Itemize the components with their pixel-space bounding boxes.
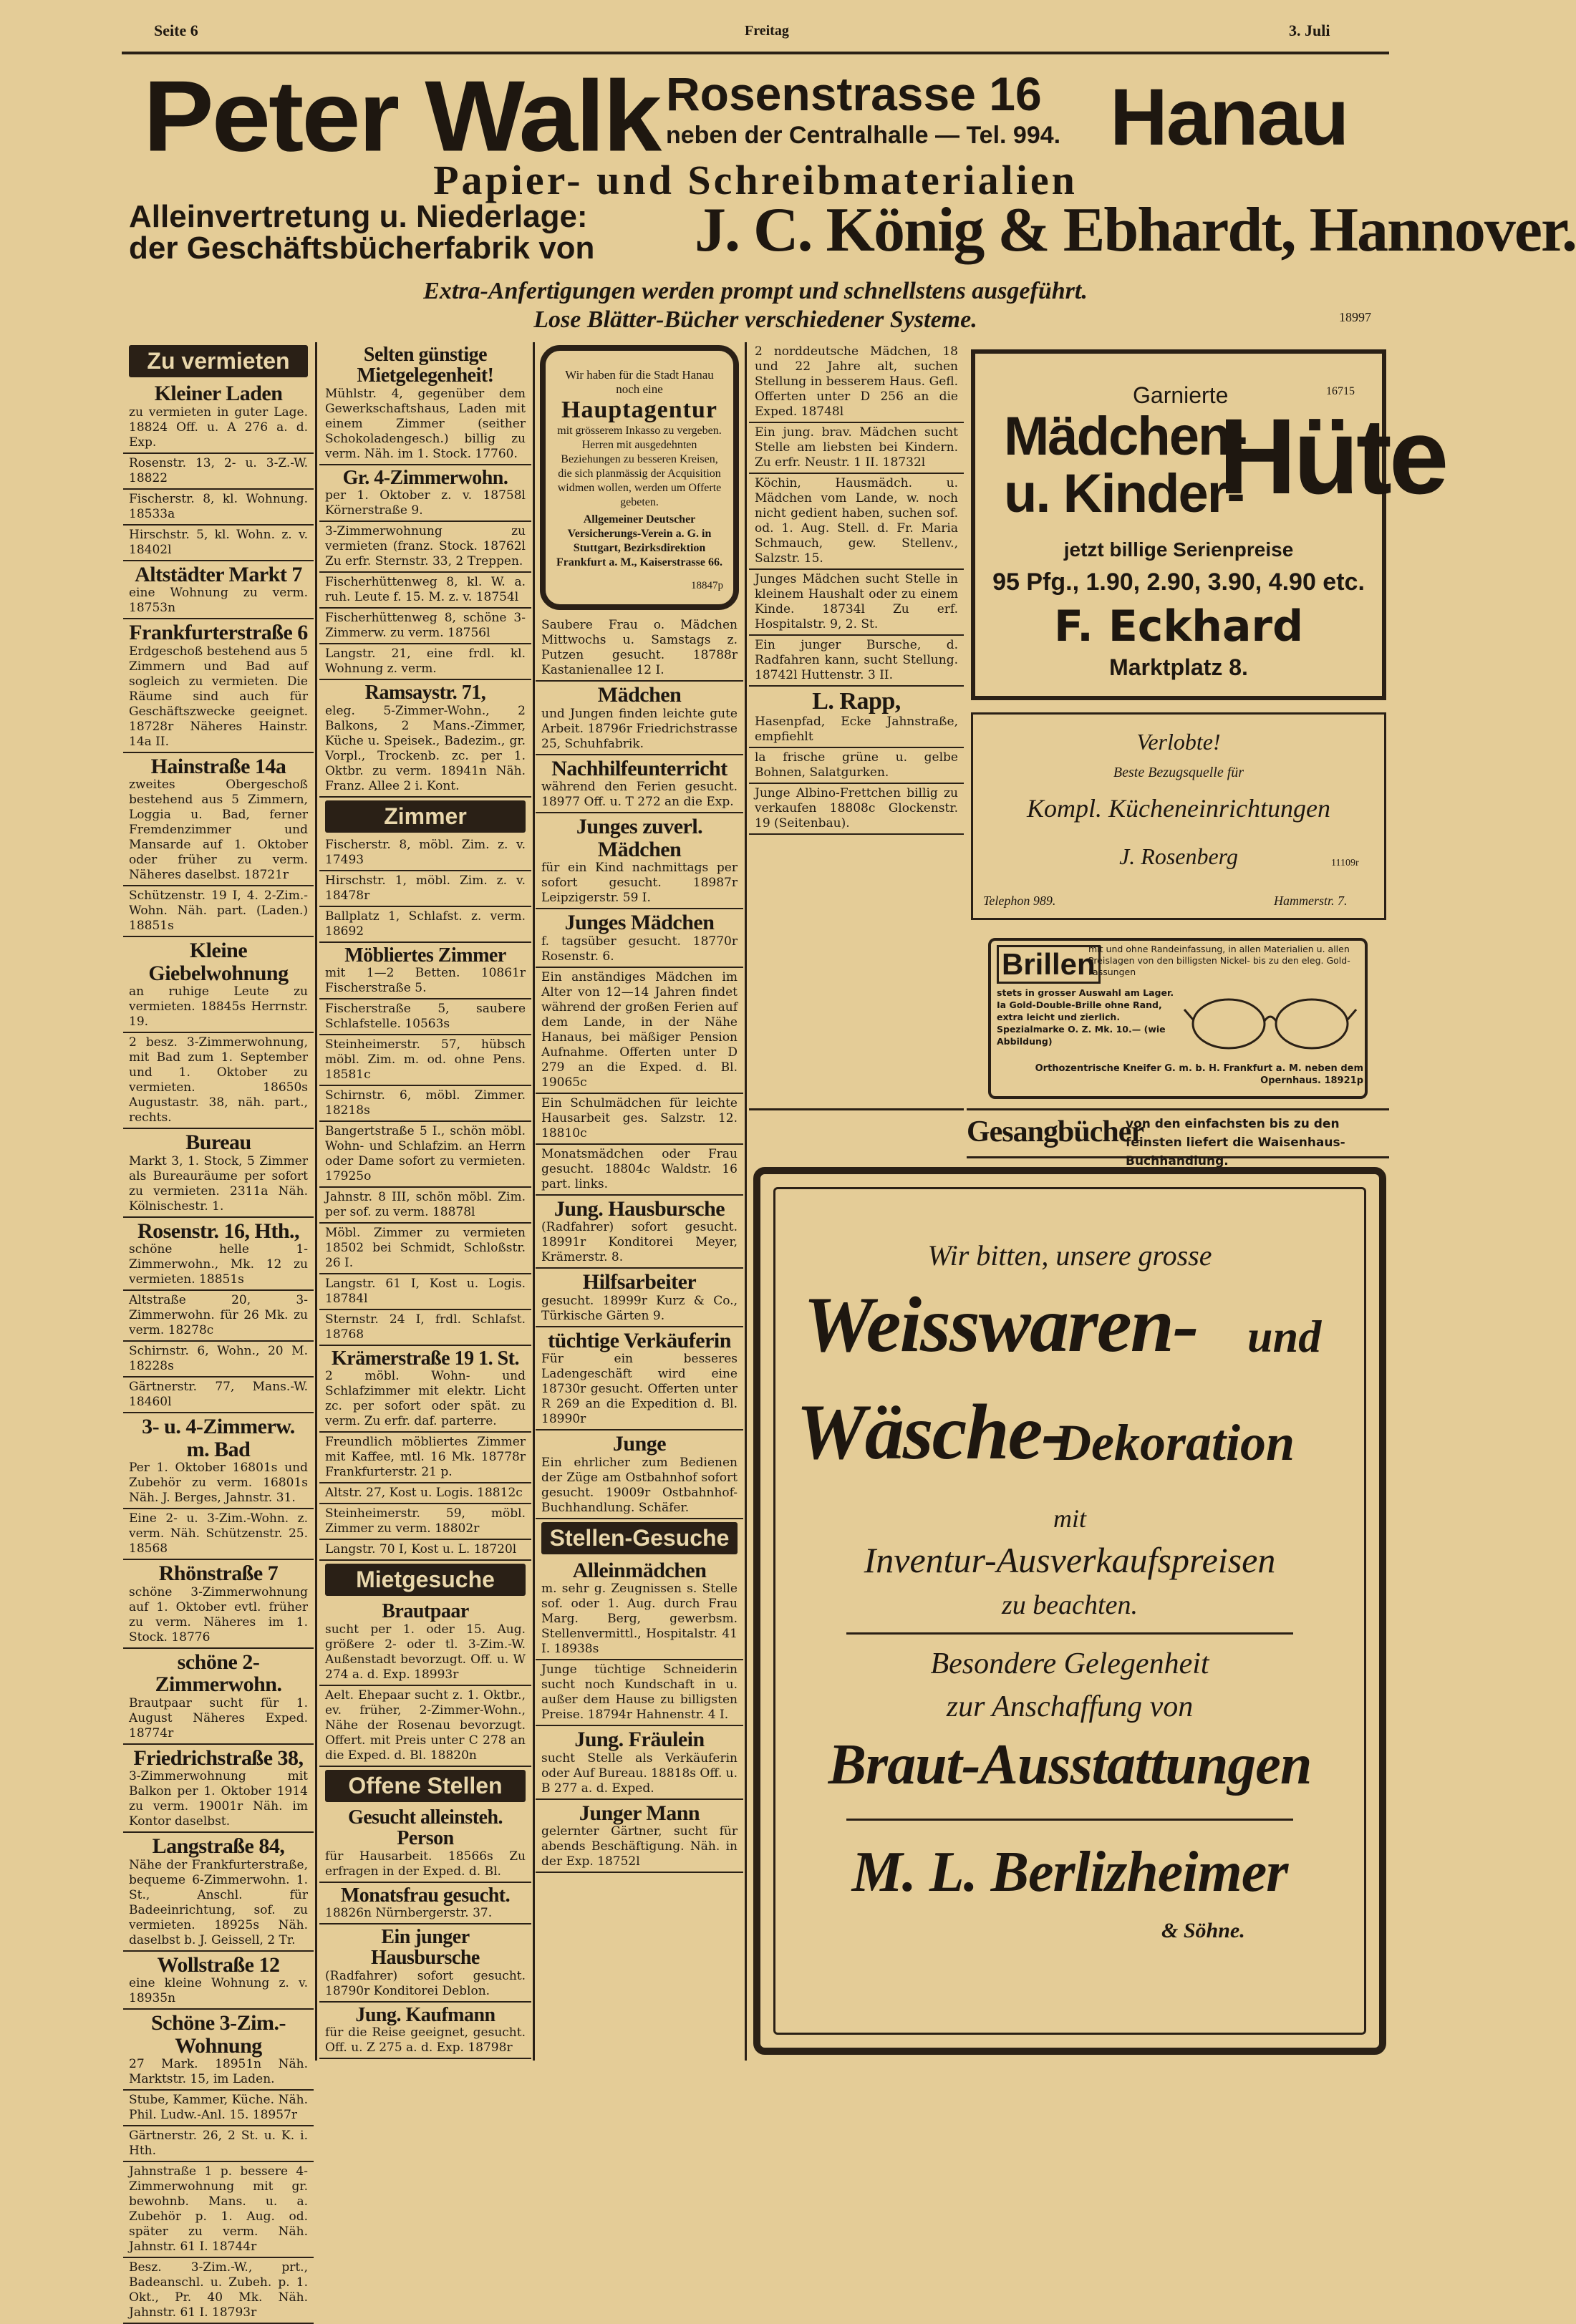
classified-ad <box>123 1413 314 1509</box>
ad-text: Rosenstr. 13, 2- u. 3-Z.-W. 18822 <box>129 455 308 485</box>
ad-text: Sternstr. 24 I, frdl. Schlafst. 18768 <box>325 1312 526 1342</box>
ad-headline: Schöne 3-Zim.-Wohnung <box>151 2011 286 2058</box>
classified-ad <box>123 1129 314 1218</box>
hymnbook-title: Gesangbücher <box>967 1115 1144 1148</box>
ad-headline: Gr. 4-Zimmerwohn. <box>342 466 508 489</box>
ad-text: sucht Stelle als Verkäuferin oder Auf Bureau. 18818s Off. u. B 277 a. d. Exped. <box>541 1751 738 1796</box>
banner-street: Rosenstrasse 16 <box>666 67 1042 120</box>
classified-ad <box>123 2010 314 2091</box>
ad-text: m. sehr g. Zeugnissen s. Stelle sof. oder 1. Aug. durch Frau Marg. Berg, gewerbsm. Stellenvermittl., Hospitalstr. 41 I. 18938s <box>541 1582 738 1656</box>
ad-text: 2 möbl. Wohn- und Schlafzimmer mit elektr. Licht zc. per sofort oder spät. zu verm. Zu erfr. daf. parterre. <box>325 1369 526 1429</box>
classified-ad <box>749 636 964 687</box>
classified-ad <box>123 619 314 753</box>
ad-text: Möbl. Zimmer zu vermieten 18502 bei Schmidt, Schloßstr. 26 I. <box>325 1225 526 1270</box>
ad-headline: Hilfsarbeiter <box>582 1270 697 1294</box>
classified-ad <box>319 871 531 907</box>
ad-text: Steinheimerstr. 57, hübsch möbl. Zim. m. od. ohne Pens. 18581c <box>325 1037 526 1082</box>
textile-sons: & Söhne. <box>1161 1919 1245 1942</box>
ad-text: eine kleine Wohnung z. v. 18935n <box>129 1976 308 2005</box>
section-header: Zimmer <box>325 800 526 833</box>
ad-text: Fischerhüttenweg 8, schöne 3-Zimmerw. zu verm. 18756l <box>325 611 526 641</box>
classified-ad <box>749 474 964 570</box>
classified-ad <box>536 1145 743 1196</box>
classified-ad <box>536 909 743 968</box>
ad-text: 2 norddeutsche Mädchen, 18 und 22 Jahre alt, suchen Stellung in besserem Haus. Gefl. Offerten unter D 256 an die Exped. 18748l <box>755 344 958 419</box>
ad-text: Bangertstraße 5 I., schön möbl. Wohn- und Schlafzim. an Herrn oder Dame sofort zu vermieten. 17925o <box>325 1123 526 1183</box>
column-1 <box>123 342 314 2320</box>
classified-ad <box>749 784 964 835</box>
classified-ad <box>319 1686 531 1767</box>
section-header: Stellen-Gesuche <box>541 1522 738 1554</box>
ad-text: Fischerstr. 8, möbl. Zim. z. v. 17493 <box>325 837 526 867</box>
textile-occ1: Besondere Gelegenheit <box>930 1647 1209 1680</box>
ad-text: Steinheimerstr. 59, möbl. Zimmer zu verm. 18802r <box>325 1506 526 1536</box>
hats-big2: u. Kinder- <box>1004 463 1244 524</box>
banner-line5: Lose Blätter-Bücher verschiedener Systeme. <box>533 306 977 333</box>
hymnbook-text: von den einfachsten bis zu den feinsten liefert die Waisenhaus-Buchhandlung. <box>1126 1117 1345 1168</box>
hats-addr: Marktplatz 8. <box>1109 654 1248 680</box>
classified-ad <box>536 1800 743 1874</box>
section-header-zu-vermieten: Zu vermieten <box>129 345 308 377</box>
ad-text: und Jungen finden leichte gute Arbeit. 18796r Friedrichstrasse 25, Schuhfabrik. <box>541 706 738 751</box>
section-header: Offene Stellen <box>325 1770 526 1802</box>
classified-ad <box>536 1269 743 1327</box>
classified-ad <box>536 1196 743 1269</box>
ad-text: eleg. 5-Zimmer-Wohn., 2 Balkons, 2 Mans.-Zimmer, Küche u. Speisek., Badezim., gr. Vorpl., Trockenb. zc. per 1. Oktbr. zu verm. 18941n Näh. Franz. Allee 2 i. Kont. <box>325 703 526 793</box>
ad-text: Junge tüchtige Schneiderin sucht noch Kundschaft in u. außer dem Hause zu billigsten Preise. 18794r Hahnenstr. 4 I. <box>541 1662 738 1722</box>
classified-ad <box>123 490 314 526</box>
classified-ad <box>123 1033 314 1129</box>
ad-text: Gärtnerstr. 77, Mans.-W. 18460l <box>129 1380 308 1409</box>
ad-text: Stube, Kammer, Küche. Näh. Phil. Ludw.-Anl. 15. 18957r <box>129 2093 308 2122</box>
ad-text: während den Ferien gesucht. 18977 Off. u. T 272 an die Exp. <box>541 780 738 809</box>
ad-text: Altstraße 20, 3-Zimmerwohn. für 26 Mk. zu verm. 18278c <box>129 1293 308 1337</box>
banner-sub: neben der Centralhalle — Tel. 994. <box>666 122 1061 149</box>
textile-occ2: zur Anschaffung von <box>946 1690 1194 1723</box>
ad-text: gelernter Gärtner, sucht für abends Beschäftigung. Näh. in der Exp. 18752l <box>541 1824 738 1869</box>
ad-text: 18826n Nürnbergerstr. 37. <box>325 1905 493 1920</box>
classified-ad <box>319 644 531 680</box>
col2-ad-list <box>319 342 531 2059</box>
classified-ad <box>123 1378 314 1413</box>
ad-text: Per 1. Oktober 16801s und Zubehör zu verm. 16801s Näh. J. Berges, Jahnstr. 31. <box>129 1461 308 1505</box>
ad-headline: Junge <box>612 1432 667 1456</box>
ad-headline: Krämerstraße 19 1. St. <box>332 1347 519 1370</box>
textile-intro: Wir bitten, unsere grosse <box>927 1239 1212 1272</box>
ad-text: Langstr. 61 I, Kost u. Logis. 18784l <box>325 1276 526 1306</box>
column-3 <box>536 342 743 2075</box>
ad-text: (Radfahrer) sofort gesucht. 18991r Konditorei Meyer, Krämerstr. 8. <box>541 1220 738 1264</box>
ad-text: mit 1—2 Betten. 10861r Fischerstraße 5. <box>325 965 526 995</box>
classified-ad <box>536 1430 743 1519</box>
glasses-ad <box>988 938 1368 1099</box>
ad-headline: Alleinmädchen <box>572 1558 707 1582</box>
ad-headline: Junges Mädchen <box>564 911 715 934</box>
textile-braut: Braut-Ausstattungen <box>828 1733 1312 1796</box>
ad-headline: Mädchen <box>597 683 682 707</box>
classified-ad <box>319 1086 531 1122</box>
banner-city: Hanau <box>1110 72 1348 162</box>
ad-text: zweites Obergeschoß bestehend aus 5 Zimmern, Loggia u. Bad, ferner Fremdenzimmer und Mansarde auf 1. Oktober oder früher zu verm. Näheres daselbst. 18721r <box>129 778 308 882</box>
ad-headline: tüchtige Verkäuferin <box>548 1328 731 1352</box>
ad-text: Langstr. 21, eine frdl. kl. Wohnung z. verm. <box>325 647 526 677</box>
ad-text: per 1. Oktober z. v. 18758l Körnerstraße 9. <box>325 488 526 518</box>
classified-ad <box>123 1291 314 1342</box>
ad-text: Schützenstr. 19 I, 4. 2-Zim.-Wohn. Näh. part. (Laden.) 18851s <box>129 889 308 933</box>
textile-divider <box>846 1632 1293 1635</box>
ad-headline: schöne 2-Zimmerwohn. <box>155 1650 282 1696</box>
classified-ad <box>319 1224 531 1274</box>
classified-ad <box>319 2003 531 2059</box>
kitchen-main: Kompl. Kücheneinrichtungen <box>1027 794 1330 823</box>
textile-big2: Wäsche- <box>796 1388 1067 1476</box>
ad-headline: Kleiner Laden <box>154 382 283 405</box>
banner-name: Peter Walk <box>143 60 660 173</box>
ad-text: (Radfahrer) sofort gesucht. 18790r Konditorei Deblon. <box>325 1968 526 1998</box>
weekday: Freitag <box>745 23 789 39</box>
agency-title: Hauptagentur <box>561 397 717 423</box>
banner-line2: Papier- und Schreibmaterialien <box>433 157 1078 203</box>
col1-ad-list <box>123 380 314 2324</box>
ad-text: Brautpaar sucht für 1. August Näheres Exped. 18774r <box>129 1695 308 1740</box>
classified-ad <box>319 1122 531 1188</box>
classified-ad <box>123 1342 314 1378</box>
column-rule <box>745 342 747 2061</box>
ad-text: Gärtnerstr. 26, 2 St. u. K. i. Hth. <box>129 2129 308 2158</box>
classified-ad <box>319 573 531 609</box>
ad-headline: Altstädter Markt 7 <box>135 562 302 586</box>
textile-firm: M. L. Berlizheimer <box>851 1841 1288 1904</box>
ad-text: gesucht. 18999r Kurz & Co., Türkische Gärten 9. <box>541 1293 738 1323</box>
spectacles-icon <box>1184 988 1356 1060</box>
classified-ad <box>536 616 743 682</box>
header-rule <box>122 52 1389 54</box>
ad-text: Fischerstr. 8, kl. Wohnung. 18533a <box>129 491 308 521</box>
ad-text: zu vermieten in guter Lage. 18824 Off. u. A 276 a. d. Exp. <box>129 405 308 450</box>
ad-text: f. tagsüber gesucht. 18770r Rosenstr. 6. <box>541 934 738 964</box>
textile-und: und <box>1247 1311 1322 1362</box>
classified-ad <box>123 2091 314 2126</box>
classified-ad <box>536 682 743 755</box>
classified-ad <box>319 1504 531 1540</box>
ad-headline: Möbliertes Zimmer <box>344 944 506 967</box>
ad-text: Markt 3, 1. Stock, 5 Zimmer als Bureauräume per sofort zu vermieten. 2311a Näh. Kölnischestr. 1. <box>129 1153 308 1214</box>
classified-ad <box>536 1726 743 1800</box>
ad-headline: Wollstraße 12 <box>157 1952 280 1977</box>
ad-text: Ein junger Bursche, d. Radfahren kann, sucht Stellung. 18742l Huttenstr. 3 II. <box>755 638 958 682</box>
ad-text: Mühlstr. 4, gegenüber dem Gewerkschaftshaus, Laden mit einem Zimmer (seither Schokoladengesch.) billig zu verm. Näh. im 1. Stock. 17760. <box>325 386 526 461</box>
agency-code: 18847p <box>691 580 723 591</box>
ad-headline: Junger Mann <box>579 1801 700 1825</box>
ad-text: Erdgeschoß bestehend aus 5 Zimmern und Bad auf sogleich zu vermieten. Die Räume sind auch für Geschäftszwecke geeignet. 18728r Näheres Hainstr. 14a II. <box>129 644 308 749</box>
ad-headline: Bureau <box>185 1130 251 1154</box>
classified-ad <box>319 1483 531 1504</box>
banner-ad <box>122 56 1576 357</box>
ad-text: Altstr. 27, Kost u. Logis. 18812c <box>325 1486 523 1501</box>
ad-headline: Junges zuverl. Mädchen <box>576 815 703 861</box>
classified-ad <box>536 1094 743 1145</box>
ad-text: Fischerstraße 5, saubere Schlafstelle. 10563s <box>325 1001 526 1031</box>
ad-text: Für ein besseres Ladengeschäft wird eine 18730r gesucht. Offerten unter R 269 an die Expedition d. Bl. 18990r <box>541 1352 738 1426</box>
classified-ad <box>123 1952 314 2010</box>
glasses-title: Brillen <box>997 945 1101 984</box>
ad-text: Ein Schulmädchen für leichte Hausarbeit ges. Salzstr. 12. 18810c <box>541 1095 738 1141</box>
banner-line4: Extra-Anfertigungen werden prompt und schnellstens ausgeführt. <box>423 278 1088 304</box>
ad-headline: Kleine Giebelwohnung <box>148 939 289 985</box>
kitchen-ad <box>971 712 1386 920</box>
hats-firm: F. Eckhard <box>1053 601 1304 652</box>
col4-ad-list <box>749 342 964 835</box>
ad-text: Ein anständiges Mädchen im Alter von 12—14 Jahren findet während der großen Ferien auf dem Lande, in der Nähe Hanaus, bei mäßiger Pension Aufnahme. Offerten unter D 279 an die Exped. d. Bl. 19065c <box>541 969 738 1090</box>
ad-text: Fischerhüttenweg 8, kl. W. a. ruh. Leute f. 15. M. z. v. 18754l <box>325 575 526 605</box>
ad-headline: L. Rapp, <box>812 688 901 715</box>
classified-ad <box>123 1509 314 1560</box>
textile-mit: mit <box>1053 1504 1086 1533</box>
classified-ad <box>319 1883 531 1924</box>
agency-firm: Allgemeiner Deutscher Versicherungs-Verein a. G. in Stuttgart, Bezirksdirektion Frankfurt a. M., Kaiserstrasse 66. <box>556 513 722 568</box>
hats-huete: Hüte <box>1219 396 1446 516</box>
hats-top: Garnierte <box>1133 382 1229 408</box>
classified-ad <box>319 1035 531 1086</box>
ad-text: Freundlich möbliertes Zimmer mit Kaffee, mtl. 16 Mk. 18778r Frankfurterstr. 21 p. <box>325 1435 526 1480</box>
ad-headline: Ein junger Hausbursche <box>371 1925 480 1970</box>
banner-line3b: der Geschäftsbücherfabrik von <box>129 231 595 266</box>
ad-headline: Brautpaar <box>382 1600 469 1623</box>
agency-ad <box>540 345 739 610</box>
ad-headline: Gesucht alleinsteh. Person <box>347 1806 503 1850</box>
kitchen-tel: Telephon 989. <box>983 894 1056 908</box>
classified-ad <box>536 813 743 909</box>
ad-headline: Langstraße 84, <box>152 1834 285 1858</box>
glasses-text2: stets in grosser Auswahl am Lager. Ia Gold-Double-Brille ohne Rand, extra leicht und zierlich. Spezialmarke O. Z. Mk. 10.— (wie Abbildung) <box>997 987 1174 1047</box>
section-header: Mietgesuche <box>325 1564 526 1596</box>
agency-text: mit grösserem Inkasso zu vergeben. Herren mit ausgedehnten Beziehungen zu besseren Kreisen, die sich planmässig der Acquisition widmen wollen, werden um Offerte gebeten. <box>557 425 722 508</box>
classified-ad <box>123 526 314 561</box>
textile-note: zu beachten. <box>1002 1590 1138 1620</box>
classified-ad <box>536 968 743 1094</box>
classified-ad <box>319 943 531 999</box>
classified-ad <box>319 342 531 465</box>
ad-text: Ein jung. brav. Mädchen sucht Stelle am liebsten bei Kindern. Zu erfr. Neustr. 1 II. 18732l <box>755 425 958 470</box>
classified-ad <box>123 2162 314 2258</box>
classified-ad <box>749 687 964 748</box>
ad-text: für die Reise geeignet, gesucht. Off. u. Z 275 a. d. Exp. 18798r <box>325 2025 526 2056</box>
classified-ad <box>749 423 964 474</box>
classified-ad <box>319 609 531 644</box>
ad-text: Ballplatz 1, Schlafst. z. verm. 18692 <box>325 909 526 939</box>
ad-headline: 3- u. 4-Zimmerw. m. Bad <box>142 1415 295 1461</box>
ad-text: Langstr. 70 I, Kost u. L. 18720l <box>325 1542 517 1557</box>
classified-ad <box>749 748 964 784</box>
ad-text: Monatsmädchen oder Frau gesucht. 18804c Waldstr. 16 part. links. <box>541 1146 738 1191</box>
classified-ad <box>123 1560 314 1649</box>
classified-ad <box>319 907 531 943</box>
classified-ad <box>749 570 964 636</box>
classified-ad <box>123 886 314 937</box>
classified-ad <box>123 1218 314 1292</box>
ad-text: sucht per 1. oder 15. Aug. größere 2- oder tl. 3-Zim.-W. Außenstadt bevorzugt. Off. u. W 274 a. d. Exp. 18993r <box>325 1622 526 1682</box>
banner-code: 18997 <box>1339 310 1371 324</box>
ad-headline: Hainstraße 14a <box>150 754 286 778</box>
ad-headline: Ramsaystr. 71, <box>364 682 486 705</box>
ad-headline: Selten günstige Mietgelegenheit! <box>357 344 494 387</box>
ad-text: eine Wohnung zu verm. 18753n <box>129 586 308 615</box>
classified-ad <box>123 2126 314 2162</box>
classified-ad <box>123 1649 314 1745</box>
classified-ad <box>123 380 314 454</box>
ad-text: an ruhige Leute zu vermieten. 18845s Herrnstr. 19. <box>129 984 308 1029</box>
classified-ad <box>319 999 531 1035</box>
ad-headline: Nachhilfeunterricht <box>551 756 727 780</box>
rule <box>749 1108 964 1110</box>
ad-text: Besz. 3-Zim.-W., prt., Badeanschl. u. Zubeh. p. 1. Okt., Pr. 40 Mk. Näh. Jahnstr. 61 I. 18793r <box>129 2260 308 2320</box>
textile-divider <box>846 1819 1293 1821</box>
textile-ad <box>753 1167 1386 2055</box>
classified-ad <box>319 1924 531 2003</box>
ad-text: Hirschstr. 5, kl. Wohn. z. v. 18402l <box>129 527 308 557</box>
ad-text: Junge Albino-Frettchen billig zu verkaufen 18808c Glockenstr. 19 (Seitenbau). <box>755 785 958 831</box>
ad-text: 3-Zimmerwohnung zu vermieten (franz. Stock. 18762l Zu erfr. Sternstr. 33, 2 Treppen. <box>325 524 526 569</box>
hats-ad <box>971 349 1446 700</box>
column-2 <box>319 342 531 2075</box>
ad-headline: Jung. Fräulein <box>574 1728 705 1751</box>
ad-text: 2 besz. 3-Zimmerwohnung, mit Bad zum 1. September und 1. Oktober zu vermieten. 18650s Augustastr. 38, näh. part., rechts. <box>129 1035 308 1125</box>
ad-text: für Hausarbeit. 18566s Zu erfragen in der Exped. d. Bl. <box>325 1849 526 1879</box>
ad-text: Schirnstr. 6, möbl. Zimmer. 18218s <box>325 1088 526 1118</box>
kitchen-firm: J. Rosenberg <box>1119 843 1238 869</box>
kitchen-title: Verlobte! <box>1136 729 1221 755</box>
textile-deko: Dekoration <box>1054 1414 1295 1471</box>
banner-firm: J. C. König & Ebhardt, Hannover. <box>695 195 1576 265</box>
column-rule <box>315 342 317 2061</box>
col3-ad-list <box>536 616 743 1873</box>
classified-ad <box>123 1745 314 1834</box>
classified-ad <box>123 561 314 620</box>
classified-ad <box>123 1833 314 1952</box>
ad-text: Junges Mädchen sucht Stelle in kleinem Haushalt oder zu einem Kinde. 18734l Zu erf. Hospitalstr. 9, 2. St. <box>755 572 958 631</box>
ad-headline: Rosenstr. 16, Hth., <box>137 1219 300 1243</box>
classified-ad <box>536 1327 743 1431</box>
column-rule <box>533 342 535 2061</box>
date: 3. Juli <box>1289 21 1330 39</box>
hymnbook-ad <box>967 1108 1389 1168</box>
classified-ad <box>319 680 531 797</box>
classified-ad <box>123 454 314 490</box>
glasses-text3: Orthozentrische Kneifer G. m. b. H. Frankfurt a. M. neben dem Opernhaus. 18921p <box>1035 1063 1363 1086</box>
ad-text: la frische grüne u. gelbe Bohnen, Salatgurken. <box>755 750 958 780</box>
classified-ad <box>319 465 531 522</box>
classified-ad <box>319 1310 531 1346</box>
ad-text: für ein Kind nachmittags per sofort gesucht. 18987r Leipzigerstr. 59 I. <box>541 861 738 905</box>
textile-big1: Weisswaren- <box>803 1281 1198 1368</box>
classified-ad <box>319 836 531 871</box>
ad-text: schöne 3-Zimmerwohnung auf 1. Oktober evtl. früher zu verm. Näheres im 1. Stock. 18776 <box>129 1584 308 1645</box>
classified-ad <box>319 1346 531 1433</box>
kitchen-code: 11109r <box>1331 858 1359 868</box>
ad-headline: Frankfurterstraße 6 <box>129 621 308 644</box>
classified-ad <box>319 1805 531 1883</box>
banner-line3a: Alleinvertretung u. Niederlage: <box>129 199 588 234</box>
hats-sub: jetzt billige Serienpreise <box>1063 538 1294 561</box>
classified-ad <box>123 2258 314 2324</box>
hats-prices: 95 Pfg., 1.90, 2.90, 3.90, 4.90 etc. <box>992 568 1365 596</box>
classified-ad <box>123 753 314 887</box>
column-4 <box>749 342 964 1108</box>
page-number: Seite 6 <box>154 21 198 39</box>
ad-text: Hirschstr. 1, möbl. Zim. z. v. 18478r <box>325 873 526 903</box>
ad-text: Eine 2- u. 3-Zim.-Wohn. z. verm. Näh. Schützenstr. 25. 18568 <box>129 1511 308 1556</box>
classified-ad <box>319 1188 531 1224</box>
ad-text: Aelt. Ehepaar sucht z. 1. Oktbr., ev. früher, 2-Zimmer-Wohn., Nähe der Rosenau bevorzugt. Offert. mit Preis unter C 278 an die Exped. d. Bl. 18820n <box>325 1688 526 1763</box>
ad-text: Schirnstr. 6, Wohn., 20 M. 18228s <box>129 1344 308 1373</box>
glasses-text1: mit und ohne Randeinfassung, in allen Materialien u. allen Preislagen von den billigsten Nickel- bis zu den eleg. Gold-Fassungen <box>1088 944 1350 977</box>
ad-headline: Jung. Hausbursche <box>553 1196 725 1221</box>
ad-text: 27 Mark. 18951n Näh. Marktstr. 15, im Laden. <box>129 2057 308 2086</box>
textile-sale: Inventur-Ausverkaufspreisen <box>864 1540 1276 1580</box>
classified-ad <box>536 755 743 814</box>
classified-ad <box>123 937 314 1033</box>
ad-text: Ein ehrlicher zum Bedienen der Züge am Ostbahnhof sofort gesucht. 19009r Ostbahnhof-Buchhandlung. Schäfer. <box>541 1455 738 1515</box>
hats-code: 16715 <box>1326 385 1355 397</box>
ad-text: Jahnstr. 8 III, schön möbl. Zim. per sof. zu verm. 18878l <box>325 1189 526 1219</box>
ad-text: Jahnstraße 1 p. bessere 4-Zimmerwohnung mit gr. bewohnb. Mans. u. a. Zubehör p. 1. Aug. od. später zu verm. Näh. Jahnstr. 61 I. 18744r <box>129 2164 308 2254</box>
ad-headline: Rhönstraße 7 <box>158 1562 279 1585</box>
ad-text: schöne helle 1-Zimmerwohn., Mk. 12 zu vermieten. 18851s <box>129 1242 308 1287</box>
hats-big1: Mädchen- <box>1004 406 1247 467</box>
ad-headline: Friedrichstraße 38, <box>133 1746 304 1770</box>
ad-text: Hasenpfad, Ecke Jahnstraße, empfiehlt <box>755 714 958 744</box>
ad-text: Saubere Frau o. Mädchen Mittwochs u. Samstags z. Putzen gesucht. 18788r Kastanienallee 12 I. <box>541 618 738 677</box>
classified-ad <box>319 1540 531 1561</box>
ad-text: Nähe der Frankfurterstraße, bequeme 6-Zimmerwohn. 1. St., Anschl. für Badeeinrichtung, sof. zu vermieten. 18925s Näh. daselbst b. J. Geissell, 2 Tr. <box>129 1857 308 1947</box>
ad-text: 3-Zimmerwohnung mit Balkon per 1. Oktober 1914 zu verm. 19001r Näh. im Kontor daselbst. <box>129 1769 308 1829</box>
classified-ad <box>319 1274 531 1310</box>
classified-ad <box>536 1660 743 1726</box>
kitchen-addr: Hammerstr. 7. <box>1274 894 1348 908</box>
agency-intro: Wir haben für die Stadt Hanau noch eine <box>565 368 714 396</box>
ad-text: Köchin, Hausmädch. u. Mädchen vom Lande, w. noch nicht gedient haben, suchen sof. od. 1. Aug. Stell. d. Fr. Maria Schmauch, gew. Stellenv., Salzstr. 15. <box>755 476 958 566</box>
classified-ad <box>319 1599 531 1685</box>
classified-ad <box>319 522 531 573</box>
ad-headline: Monatsfrau gesucht. <box>340 1884 511 1907</box>
kitchen-sub: Beste Bezugsquelle für <box>1113 765 1244 780</box>
ad-headline: Jung. Kaufmann <box>355 2003 495 2026</box>
classified-ad <box>319 1433 531 1483</box>
classified-ad <box>749 342 964 423</box>
classified-ad <box>536 1557 743 1661</box>
